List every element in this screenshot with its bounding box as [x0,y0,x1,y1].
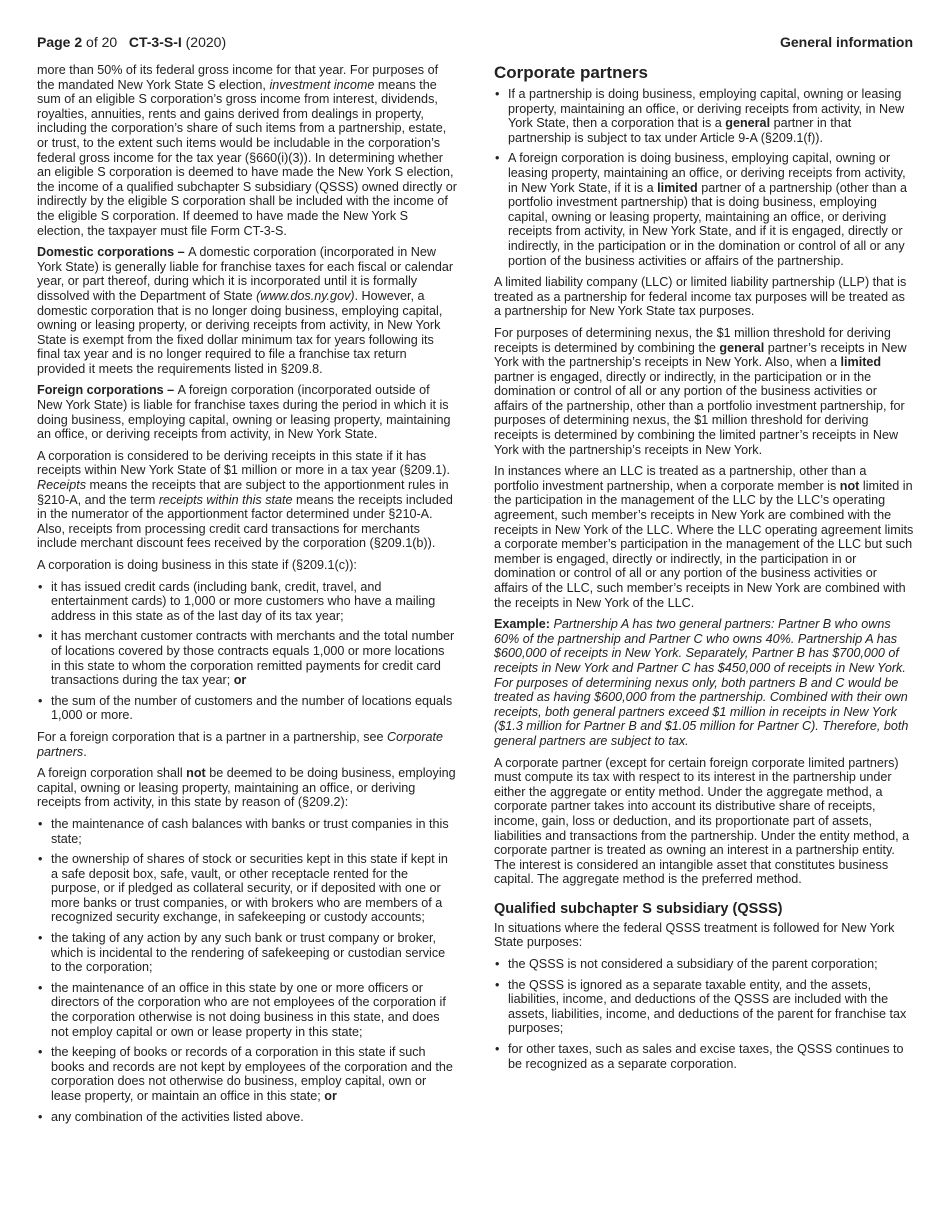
text-run: the sum of the number of customers and the number of locations equals 1,000 or more. [51,693,453,723]
italic-text: Corporate partners [37,729,444,759]
text-run: A foreign corporation is doing business, employing capital, owning or leasing property, maintaining an office, or deriving receipts from activity, in New York State, if it is a [508,151,906,195]
italic-text: investment income [269,77,375,92]
text-run: the maintenance of an office in this state by one or more officers or directors of the corporation who are not employees of the corporation if the corporation otherwise is not doing business in this state, and does not employ capital or own or lease property in this state; [51,980,446,1039]
qsss-heading: Qualified subchapter S subsidiary (QSSS) [494,900,783,917]
form-number: CT-3-S-I [128,34,182,50]
text-run: partner’s receipts in New York with the partnership’s receipts in New York. Also, when a [494,340,907,370]
text-run: the taking of any action by any such bank or trust company or broker, which is incidental to the rendering of safekeeping or custodian service to the corporation; [51,931,446,975]
text-run: In instances where an LLC is treated as a partnership, other than a portfolio investment partnership, when a corporate member is [494,464,867,493]
italic-text: Receipts [37,478,86,493]
corporate-partners-heading: Corporate partners [494,63,648,82]
italic-text: (www.dos.ny.gov) [256,288,355,303]
doing-business-list [37,580,457,723]
text-run: A corporation is doing business in this state if (§209.1(c)): [37,558,357,572]
llc-partnership-paragraph [494,464,914,610]
bold-text: Foreign corporations – [37,383,178,398]
text-run: A corporation is considered to be deriving receipts in this state if it has receipts within New York State of $1 million or more in a tax year (§209.1). [37,448,450,478]
left-column [37,63,457,1131]
bold-text: general [719,340,765,355]
text-run: the QSSS is not considered a subsidiary of the parent corporation; [508,957,878,972]
text-run: the maintenance of cash balances with banks or trust companies in this state; [51,816,449,846]
text-run: A domestic corporation (incorporated in New York State) is generally liable for franchise taxes for each fiscal or calendar year, or part thereof, during which it is incorporated until it is formally dissolved with the Department of State [37,245,454,303]
list-item [37,981,457,1039]
text-run: A foreign corporation shall [37,766,187,781]
bold-text: limited [657,180,698,195]
text-run: the ownership of shares of stock or securities kept in this state if kept in a safe deposit box, safe, vault, or other receptacle rented for the purpose, or if pledged as collateral security, or if deposited with one or more banks or trust companies, or with brokers who are members of a recognized security exchange, in safekeeping or custody accounts; [51,852,448,925]
list-item [494,957,914,972]
foreign-corporations-paragraph [37,383,457,441]
text-run: For purposes of determining nexus, the $1 million threshold for deriving receipts is determined by combining the [494,325,891,355]
page-info [37,35,226,50]
text-run: be deemed to be doing business, employing capital, owning or leasing property, maintaining an office, or deriving receipts from activity, in this state by reason of (§209.2): [37,766,456,810]
domestic-corporations-paragraph [37,245,457,376]
text-run: A corporate partner (except for certain foreign corporate limited partners) must compute its tax with respect to its interest in the partnership under either the aggregate or entity method. Under the aggregate method, a corporate partner takes into account its distributive share of receipts, income, gain, loss or deduction, and its proportionate part of assets, liabilities and transactions from the partnership. Under the entity method, a corporate partner is treated as owning an interest in a partnership entity. The interest is considered an intangible asset that constitutes business capital. The aggregate method is the preferred method. [494,755,910,887]
list-item [494,87,914,145]
text-run: any combination of the activities listed above. [51,1109,304,1124]
list-item [37,580,457,624]
text-run: partner is engaged, directly or indirectly, in the participation or in the domination or control of all or any portion of the business activities or affairs of the partnership, other than a portfolio investment partnership, for purposes of determining nexus, the $1 million threshold for deriving receipts is determined by combining the limited partner’s receipts in New York with the partnership’s receipts in New York. [494,369,905,457]
text-run: more than 50% of its federal gross income for that year. For purposes of the mandated New York State S election, [37,63,439,92]
doing-business-intro [37,558,457,573]
not-doing-business-list [37,817,457,1124]
text-run: partner of a partnership (other than a portfolio investment partnership) that is doing business, employing capital, owning or leasing property, maintaining an office, or deriving receipts from activity, in New York State, and if it is engaged, directly or indirectly, in the participation or in the domination or control of all or any portion of the business activities or affairs of the partnership. [508,180,908,268]
right-column [494,63,914,1078]
text-run: for other taxes, such as sales and excise taxes, the QSSS continues to be recognized as a separate corporation. [508,1042,904,1071]
paragraph [37,63,457,238]
text-run: the keeping of books or records of a corporation in this state if such books and records are not kept by employees of the corporation and the corporation does not otherwise do business, employ capital, own or lease property, or maintain an office in this state; [51,1045,453,1103]
bold-text: or [324,1089,337,1103]
text-run: In situations where the federal QSSS treatment is followed for New York State purposes: [494,920,895,950]
qsss-list [494,957,914,1071]
text-run: the QSSS is ignored as a separate taxable entity, and the assets, liabilities, income, and deductions of the QSSS are included with the assets, liabilities, income, and deductions of the parent for franchise tax purposes; [508,977,907,1036]
list-item [37,694,457,723]
list-item [37,1045,457,1103]
text-run: . However, a domestic corporation that is no longer doing business, employing capital, owning or leasing property, or deriving receipts from activity, in New York State is exempt from the fixed dollar minimum tax for years following its final tax year and is no longer required to file a franchise tax return provided it meets the requirements listed in §209.8. [37,288,443,376]
text-run: limited in the participation in the management of the LLC by the LLC’s operating agreement, such member’s receipts in New York are combined with the receipts in New York of the LLC. Where the LLC operating agreement limits a corporate member’s participation in the management of the LLC but such member is engaged, directly or indirectly, in the participation in or domination or control of all or any portion of the business activities or affairs of the LLC, such member’s receipts in New York are combined with the receipts in New York of the LLC. [494,478,914,610]
text-run: If a partnership is doing business, employing capital, owning or leasing property, maintaining an office, or deriving receipts from activity, in New York State, then a corporation that is a [508,87,905,131]
text-run: partner in that partnership is subject to tax under Article 9-A (§209.1(f)). [508,116,852,145]
text-run: means the receipts included in the numerator of the apportionment factor determined under §210-A. Also, receipts from processing credit card transactions for merchants include merchant discount fees received by the corporation (§209.1(b)). [37,492,453,551]
section-title: General information [779,34,913,50]
corporate-partners-list [494,87,914,268]
list-item [37,629,457,687]
list-item [494,151,914,268]
text-run: For a foreign corporation that is a partner in a partnership, see [37,729,388,744]
text-run: it has issued credit cards (including bank, credit, travel, and entertainment cards) to 1,000 or more customers who have a mailing address in this state as of the last day of its tax year; [51,579,436,623]
text-run: . [83,744,87,759]
text-run: A limited liability company (LLC) or limited liability partnership (LLP) that is treated as a partnership for federal income tax purposes will be treated as a partnership for New York State tax purposes. [494,275,907,319]
deriving-receipts-paragraph [37,449,457,551]
bold-text: not [839,478,860,493]
page-header [37,35,913,53]
bold-text: not [186,766,206,781]
partner-reference-paragraph [37,730,457,759]
bold-text: general [725,116,771,131]
bold-text: Domestic corporations – [37,245,189,260]
not-doing-business-intro [37,766,457,810]
text-run: A foreign corporation (incorporated outside of New York State) is liable for franchise taxes during the period in which it is doing business, employing capital, owning or leasing property, maintaining an office, or deriving receipts from activity, in New York State. [37,383,451,442]
form-year: (2020) [185,34,227,50]
bold-text: or [233,673,247,688]
italic-text: receipts within this state [158,492,293,507]
page-word: Page [37,34,71,50]
example-paragraph [494,617,914,748]
list-item [37,931,457,975]
page-of: of 20 [86,34,118,50]
list-item [37,817,457,846]
list-item [494,978,914,1036]
nexus-paragraph [494,326,914,457]
text-run: it has merchant customer contracts with merchants and the total number of locations covered by those contracts equals 1,000 or more locations in this state to whom the corporation remitted payments for credit card transactions during the tax year; [51,629,455,688]
bold-text: Example: [494,617,554,632]
list-item [37,852,457,925]
text-run: means the sum of an eligible S corporation’s gross income from interest, dividends, royalties, annuities, rents and gains derived from dealings in property, including the corporation’s share of such items from a partnership, estate, or trust, to the extent such items would be includable in the corporation’s federal gross income for the tax year (§660(i)(3)). In determining whether an eligible S corporation is deemed to have made the New York S election, the income of a qualified subchapter S subsidiary (QSSS) owned directly or indirectly by the eligible S corporation shall be included with the income of the eligible S corporation. If deemed to have made the New York S election, the taxpayer must file Form CT-3-S. [37,77,458,238]
list-item [494,1042,914,1071]
qsss-intro [494,921,914,950]
list-item [37,1110,457,1125]
italic-text: Partnership A has two general partners: Partner B who owns 60% of the partnership and Partner C who owns 40%. Partnership A has $600,000 of receipts in New York. Separately, Partner B has $700,000 of receipts in New York and Partner C has $450,000 of receipts in New York. For purposes of determining nexus only, both partners B and C would be treated as having $600,000 from the partnership. Combined with their own receipts, both general partners exceed $1 million in receipts in New York ($1.3 million for Partner B and $1.05 million for Partner C). Therefore, both general partners are subject to tax. [494,617,909,748]
llc-paragraph [494,275,914,319]
text-run: means the receipts that are subject to the apportionment rules in §210-A, and the term [37,478,449,507]
aggregate-method-paragraph [494,756,914,887]
bold-text: limited [840,355,882,370]
page-number: 2 [74,34,83,50]
